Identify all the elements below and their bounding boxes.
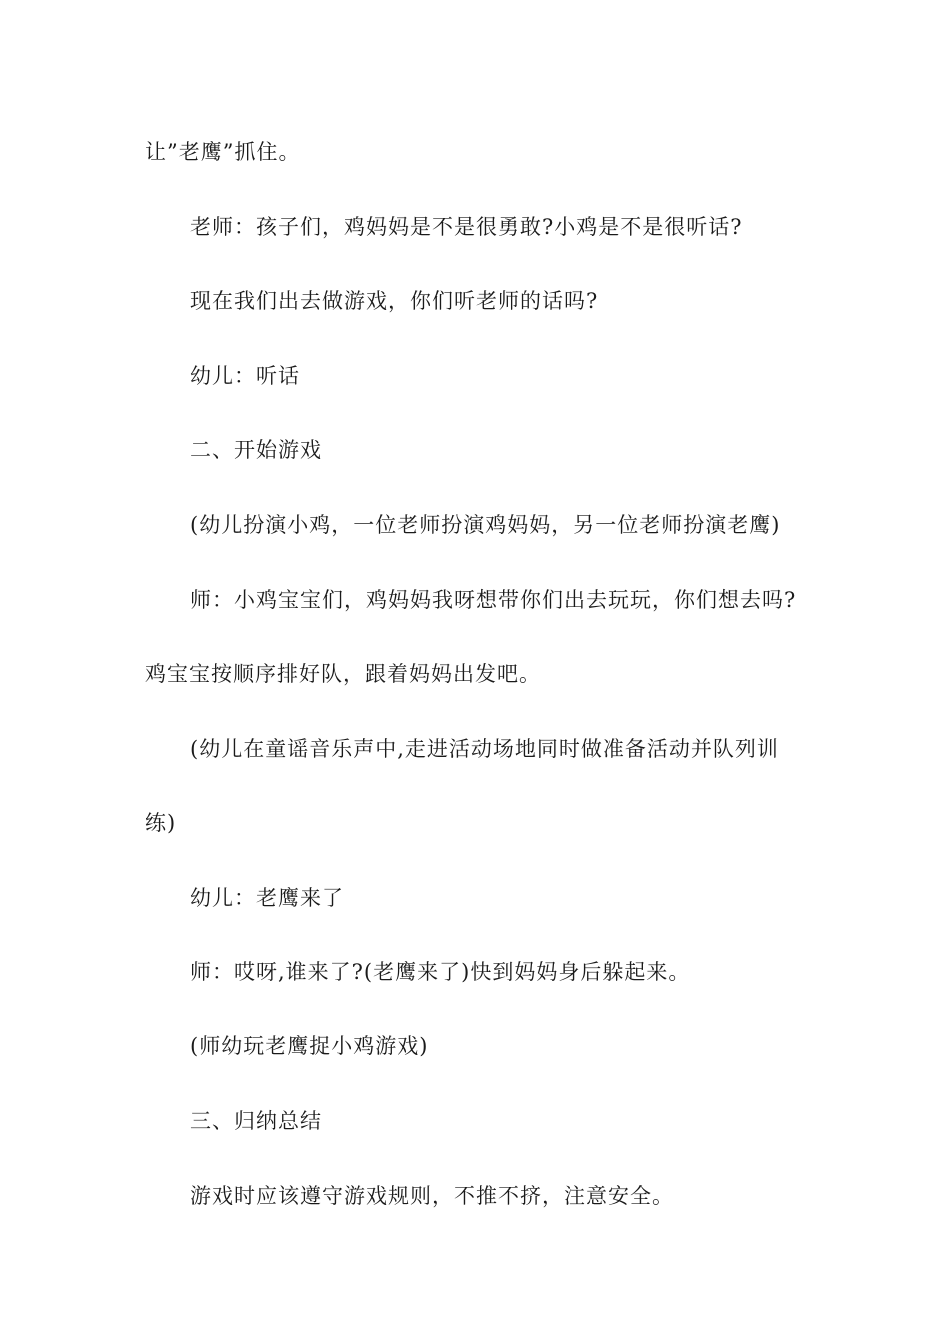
section-heading-start-game: 二、开始游戏 bbox=[190, 438, 322, 462]
text-line-child-reply: 幼儿：听话 bbox=[190, 364, 300, 388]
text-line-warmup: (幼儿在童谣音乐声中,走进活动场地同时做准备活动并队列训 bbox=[190, 737, 779, 761]
text-line-roles: (幼儿扮演小鸡，一位老师扮演鸡妈妈，另一位老师扮演老鹰) bbox=[190, 513, 781, 537]
text-line-line-up: 鸡宝宝按顺序排好队，跟着妈妈出发吧。 bbox=[145, 662, 541, 686]
text-line-teacher-invite: 师：小鸡宝宝们，鸡妈妈我呀想带你们出去玩玩，你们想去吗? bbox=[190, 588, 797, 612]
text-line-rules: 游戏时应该遵守游戏规则，不推不挤，注意安全。 bbox=[190, 1184, 674, 1208]
text-line-eagle-coming: 幼儿：老鹰来了 bbox=[190, 886, 344, 910]
text-line-go-play: 现在我们出去做游戏，你们听老师的话吗? bbox=[190, 289, 599, 313]
text-line-teacher-question: 老师：孩子们，鸡妈妈是不是很勇敢?小鸡是不是很听话? bbox=[190, 215, 743, 239]
text-line-continuation: 让”老鹰”抓住。 bbox=[145, 140, 301, 164]
section-heading-summary: 三、归纳总结 bbox=[190, 1109, 322, 1133]
text-line-play-game: (师幼玩老鹰捉小鸡游戏) bbox=[190, 1034, 429, 1058]
text-line-warmup-cont: 练) bbox=[145, 811, 177, 835]
text-line-hide: 师：哎呀,谁来了?(老鹰来了)快到妈妈身后躲起来。 bbox=[190, 960, 691, 984]
